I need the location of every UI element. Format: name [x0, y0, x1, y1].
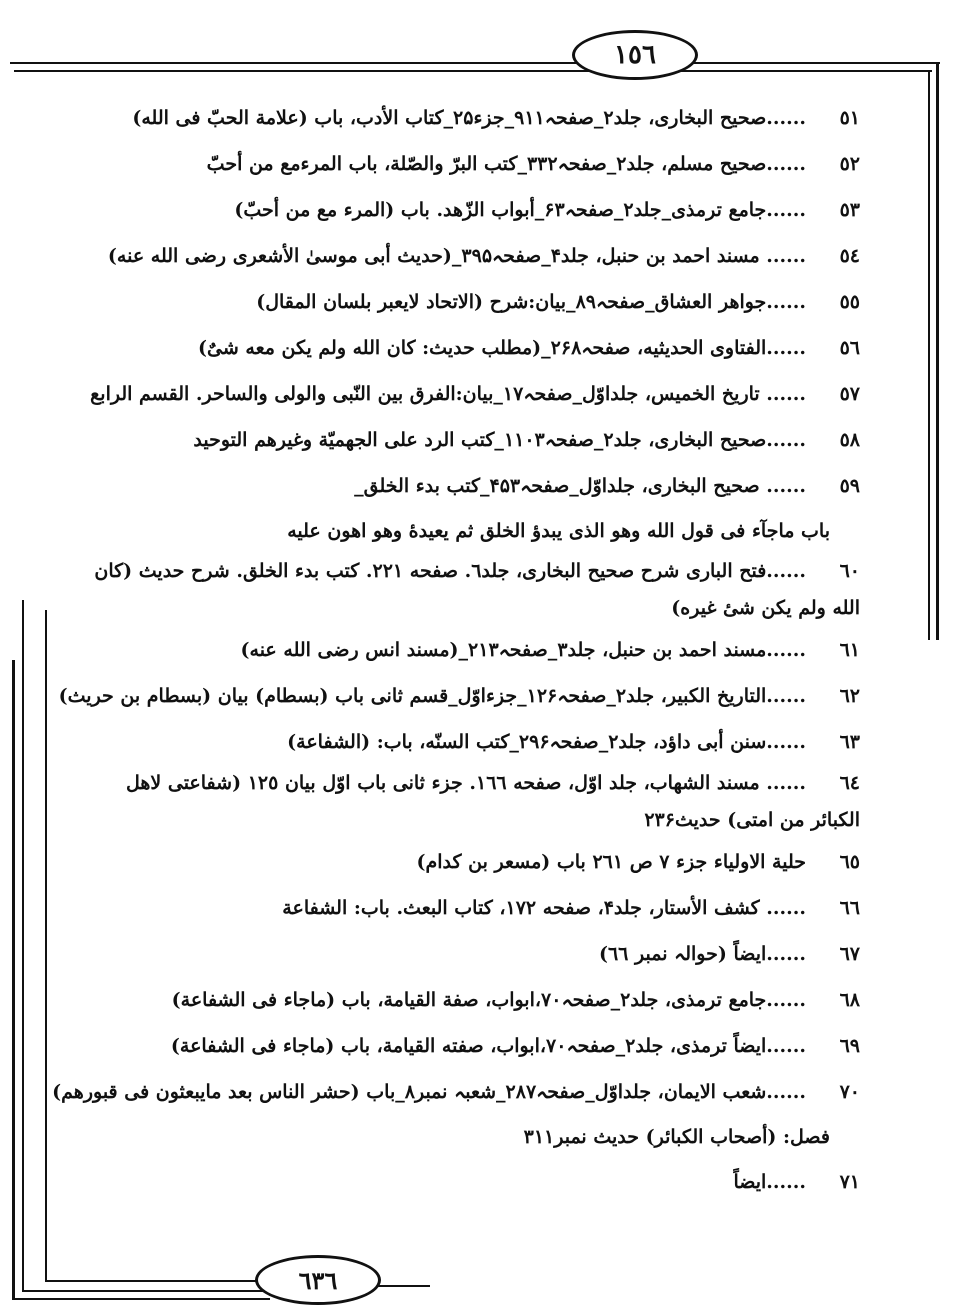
entry-number: ٦٩	[839, 1035, 860, 1057]
entry-number: ٥٧	[839, 383, 860, 405]
entry-number: ٦٢	[839, 685, 860, 707]
entry-text: ...... کشف الأستار، جلد۴، صفحه ١٧٢، کتاب البعث. باب: الشفاعة	[282, 897, 806, 919]
reference-entry	[90, 233, 860, 279]
reference-entry	[90, 463, 860, 509]
entry-text: ......ایضاً (حوالہ نمبر ٦٦)	[598, 943, 806, 965]
frame-line-bottom-inner	[22, 1290, 270, 1292]
entry-text: ...... مسند احمد بن حنبل، جلد۴_صفحہ۳۹۵_(حدیث أبی موسیٰ الأشعری رضی الله عنه)	[107, 245, 806, 267]
entry-text: ...... مسند الشهاب، جلد اوّل، صفحه ١٦٦. جزء ثانی باب اوّل بیان ١٢٥ (شفاعتی لاهل الکبائر من امتی) حدیث۲۳۶	[126, 772, 860, 831]
frame-line-left-outer	[12, 660, 15, 1300]
frame-line-top-inner	[14, 70, 932, 72]
entry-text: ......صحیح البخاری، جلد۲_صفحہ۱۱۰۳_کتب الرد علی الجهمیّة وغیرهم التوحید	[193, 429, 806, 451]
entry-text: ......التاریخ الکبیر، جلد۲_صفحہ۱۲۶_جزءاوّل_قسم ثانی باب (بسطام) بیان (بسطام بن حریث)	[58, 685, 806, 707]
entry-text: ......جامع ترمذی، جلد۲_صفحہ۷۰،ابواب، صفة القیامة، باب (ماجاء فی الشفاعة)	[171, 989, 806, 1011]
reference-subheading: فصل: (أصحاب الکبائر) حدیث نمبر۳۱۱	[523, 1126, 830, 1148]
entry-number: ٦٧	[839, 943, 860, 965]
reference-entry	[90, 371, 860, 417]
bottom-page-number: ٦٣٦	[255, 1255, 381, 1305]
reference-entry	[90, 765, 860, 839]
reference-entry	[90, 279, 860, 325]
entry-number: ٧١	[839, 1171, 860, 1193]
frame-line-top-outer	[10, 62, 940, 64]
entry-number: ٦٤	[839, 772, 860, 794]
entry-number: ٦٦	[839, 897, 860, 919]
entry-number: ٧٠	[839, 1081, 860, 1103]
entry-number: ٥٩	[839, 475, 860, 497]
entry-text: ......جواهر العشاق_صفحہ۸۹_بیان:شرح (الاتحاد لایعبر بلسان المقال)	[256, 291, 806, 313]
reference-entry	[90, 931, 860, 977]
entry-number: ٦١	[839, 639, 860, 661]
reference-entry	[52, 1069, 860, 1115]
entry-text: ......جامع ترمذی_جلد۲_صفحہ۶۳_أبواب الزّهد. باب (المرء مع من أحبّ)	[234, 199, 806, 221]
reference-entry	[90, 885, 860, 931]
entry-text: ......فتح الباری شرح صحیح البخاری، جلد٦. صفحه ٢٢١. کتب بدء الخلق. شرح حدیث (کان الله ولم یکن شیٔ غیره)	[94, 560, 860, 619]
reference-entry	[90, 553, 860, 627]
reference-list	[52, 95, 860, 1205]
entry-text: حلیة الاولیاء جزء ٧ ص ٢٦١ باب (مسعر بن کدام)	[416, 851, 806, 873]
frame-line-bottom-outer	[12, 1298, 270, 1300]
reference-entry	[90, 187, 860, 233]
entry-number: ٦٣	[839, 731, 860, 753]
entry-number: ٦٨	[839, 989, 860, 1011]
entry-number: ٦٥	[839, 851, 860, 873]
entry-number: ٥٣	[839, 199, 860, 221]
reference-entry	[90, 325, 860, 371]
top-page-number: ١٥٦	[572, 30, 698, 80]
entry-text: ......ایضاً	[733, 1171, 806, 1193]
reference-entry	[90, 141, 860, 187]
reference-entry	[90, 417, 860, 463]
reference-entry	[90, 1023, 860, 1069]
reference-subheading: باب ماجآء فی قول الله وهو الذی یبدؤ الخلق ثم یعیدهٔ وهو اهون علیه	[287, 520, 830, 542]
frame-line-right-outer	[936, 62, 939, 640]
entry-text: ......شعب الایمان، جلداوّل_صفحہ۲۸۷_شعبہ نمبر۸_باب (حشر الناس بعد مایبعثون فی قبورهم)	[52, 1081, 806, 1103]
entry-text: ......صحيح البخاری، جلد۲_صفحہ۹۱۱_جزء۲۵_کتاب الأدب، باب (علامة الحبّ فی الله)	[132, 107, 806, 129]
entry-number: ٥٤	[839, 245, 860, 267]
entry-number: ٥٨	[839, 429, 860, 451]
entry-text: ......مسند احمد بن حنبل، جلد۳_صفحہ۲۱۳_(مسند انس رضی الله عنه)	[240, 639, 806, 661]
frame-line-right-inner	[928, 70, 930, 640]
reference-entry	[90, 1159, 860, 1205]
frame-line-left-mid	[45, 610, 47, 1282]
entry-number: ٥٦	[839, 337, 860, 359]
reference-entry	[90, 627, 860, 673]
entry-text: ......سنن أبی داؤد، جلد۲_صفحہ۲۹۶_کتب السنّه، باب: (الشفاعة)	[287, 731, 806, 753]
entry-text: ......الفتاوی الحدیثیه، صفحہ۲۶۸_(مطلب حدیث: کان الله ولم یکن معه شیٌ)	[198, 337, 806, 359]
entry-text: ...... صحیح البخاری، جلداوّل_صفحہ۴۵۳_کتب بدء الخلق_	[354, 475, 806, 497]
entry-text: ......ایضاً ترمذی، جلد۲_صفحہ۷۰،ابواب، صفته القیامة، باب (ماجاء فی الشفاعة)	[170, 1035, 806, 1057]
reference-entry	[90, 95, 860, 141]
entry-number: ٥٥	[839, 291, 860, 313]
reference-entry	[90, 719, 860, 765]
reference-entry	[90, 839, 860, 885]
entry-text: ...... تاریخ الخمیس، جلداوّل_صفحہ۱۷_بیان:الفرق بین النّبی والولی والساحر. القسم الرابع	[90, 383, 806, 405]
entry-text: ......صحیح مسلم، جلد۲_صفحہ۳۳۲_کتب البرّ والصّلة، باب المرءمع من أحبّ	[206, 153, 806, 175]
reference-entry	[90, 977, 860, 1023]
entry-number: ٦٠	[839, 560, 860, 582]
entry-number: ٥٢	[839, 153, 860, 175]
entry-number: ٥١	[839, 107, 860, 129]
reference-entry	[58, 673, 860, 719]
frame-line-left-inner	[22, 600, 24, 1292]
frame-line-bottom-mid	[45, 1280, 270, 1282]
